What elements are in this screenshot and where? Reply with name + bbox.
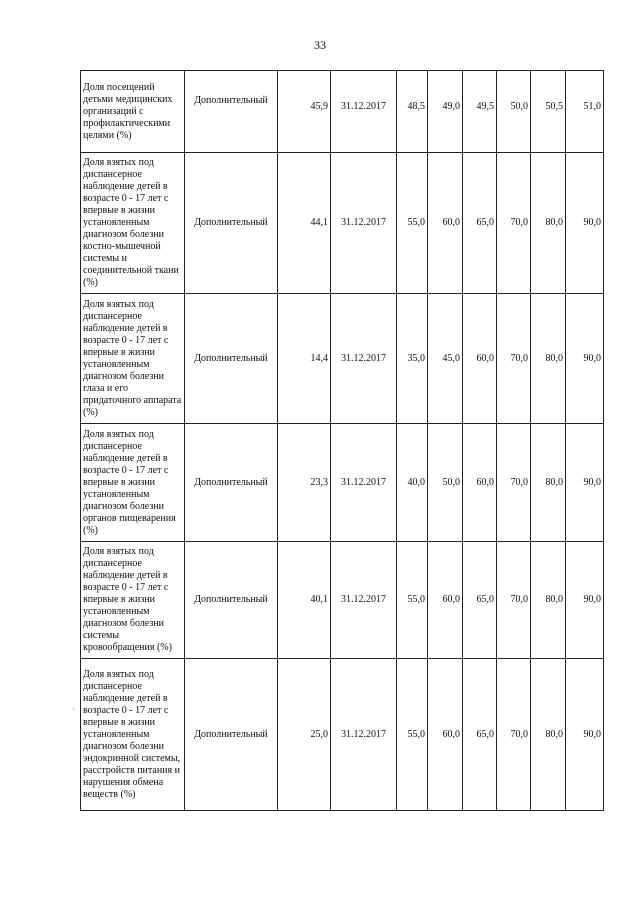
page-number: 33 [314, 38, 326, 52]
target-value: 90,0 [566, 153, 604, 294]
base-date: 31.12.2017 [331, 542, 397, 659]
indicator-type: Дополнительный [185, 424, 278, 542]
indicator-type: Дополнительный [185, 71, 278, 153]
target-value: 55,0 [397, 542, 428, 659]
target-value: 49,0 [428, 71, 463, 153]
target-value: 48,5 [397, 71, 428, 153]
indicator-name: Доля посещений детьми медицинских организаций с профилактическими целями (%) [81, 71, 185, 153]
indicator-name: Доля взятых под диспансерное наблюдение детей в возрасте 0 - 17 лет с впервые в жизни установленным диагнозом болезни органов пищеварения (%) [81, 424, 185, 542]
indicators-table [80, 70, 604, 811]
target-value: 80,0 [531, 542, 566, 659]
indicator-name: Доля взятых под диспансерное наблюдение детей в возрасте 0 - 17 лет с впервые в жизни установленным диагнозом болезни глаза и его придаточного аппарата (%) [81, 294, 185, 424]
indicator-name: Доля взятых под диспансерное наблюдение детей в возрасте 0 - 17 лет с впервые в жизни установленным диагнозом болезни системы кровообращения (%) [81, 542, 185, 659]
target-value: 65,0 [463, 659, 497, 811]
table-row [81, 542, 604, 659]
target-value: 70,0 [497, 424, 531, 542]
indicator-type: Дополнительный [185, 542, 278, 659]
target-value: 50,0 [497, 71, 531, 153]
target-value: 80,0 [531, 153, 566, 294]
target-value: 60,0 [428, 659, 463, 811]
base-date: 31.12.2017 [331, 153, 397, 294]
table-row [81, 424, 604, 542]
target-value: 70,0 [497, 659, 531, 811]
target-value: 55,0 [397, 659, 428, 811]
indicator-name: Доля взятых под диспансерное наблюдение детей в возрасте 0 - 17 лет с впервые в жизни установленным диагнозом болезни эндокринной системы, расстройств питания и нарушения обмена веществ (%) [81, 659, 185, 811]
indicator-type: Дополнительный [185, 659, 278, 811]
table-row [81, 71, 604, 153]
indicator-type: Дополнительный [185, 294, 278, 424]
target-value: 80,0 [531, 424, 566, 542]
target-value: 60,0 [463, 294, 497, 424]
base-value: 25,0 [278, 659, 331, 811]
target-value: 60,0 [428, 542, 463, 659]
target-value: 45,0 [428, 294, 463, 424]
target-value: 65,0 [463, 542, 497, 659]
base-date: 31.12.2017 [331, 71, 397, 153]
target-value: 70,0 [497, 153, 531, 294]
base-value: 40,1 [278, 542, 331, 659]
target-value: 50,5 [531, 71, 566, 153]
base-date: 31.12.2017 [331, 659, 397, 811]
table-row [81, 294, 604, 424]
target-value: 60,0 [428, 153, 463, 294]
base-value: 44,1 [278, 153, 331, 294]
target-value: 90,0 [566, 294, 604, 424]
base-value: 14,4 [278, 294, 331, 424]
target-value: 80,0 [531, 294, 566, 424]
table-row [81, 659, 604, 811]
target-value: 40,0 [397, 424, 428, 542]
target-value: 35,0 [397, 294, 428, 424]
target-value: 70,0 [497, 294, 531, 424]
base-date: 31.12.2017 [331, 294, 397, 424]
target-value: 90,0 [566, 542, 604, 659]
target-value: 50,0 [428, 424, 463, 542]
base-date: 31.12.2017 [331, 424, 397, 542]
margin-mark: ` [72, 708, 76, 719]
indicator-name: Доля взятых под диспансерное наблюдение детей в возрасте 0 - 17 лет с впервые в жизни установленным диагнозом болезни костно-мышечной системы и соединительной ткани (%) [81, 153, 185, 294]
target-value: 60,0 [463, 424, 497, 542]
target-value: 70,0 [497, 542, 531, 659]
target-value: 49,5 [463, 71, 497, 153]
base-value: 23,3 [278, 424, 331, 542]
base-value: 45,9 [278, 71, 331, 153]
target-value: 80,0 [531, 659, 566, 811]
target-value: 90,0 [566, 424, 604, 542]
target-value: 65,0 [463, 153, 497, 294]
table-row [81, 153, 604, 294]
target-value: 55,0 [397, 153, 428, 294]
indicator-type: Дополнительный [185, 153, 278, 294]
target-value: 51,0 [566, 71, 604, 153]
target-value: 90,0 [566, 659, 604, 811]
